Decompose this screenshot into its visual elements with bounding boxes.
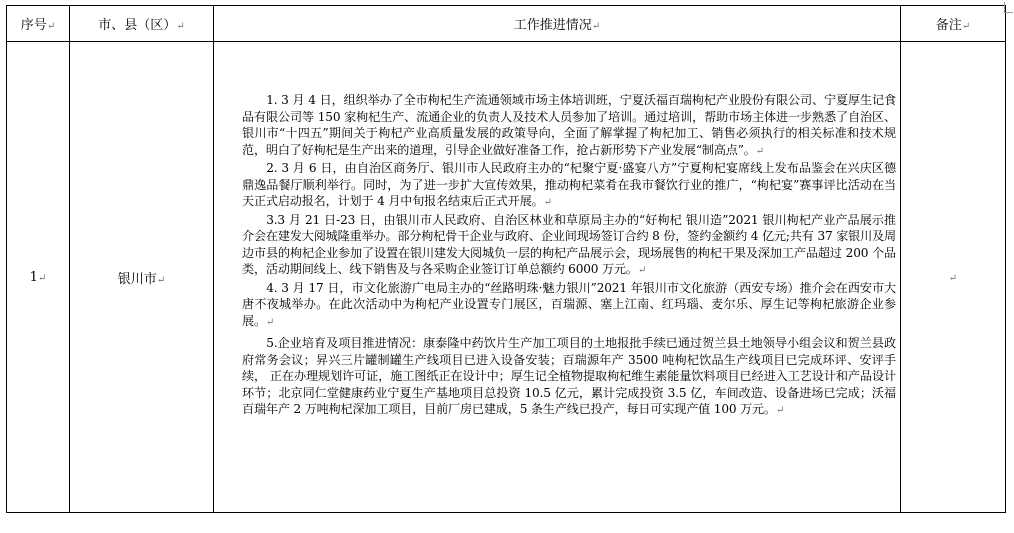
progress-paragraph-4: 4. 3 月 17 日，市文化旅游广电局主办的“丝路明珠·魅力银川”2021 年银川市文化旅游（西安专场）推介会在西安市大唐不夜城举办。在此次活动中为枸杞产业设置专门展区，百瑞源、塞上江南、红玛瑙、麦尔乐、厚生记等枸杞旅游企业参展。↵ bbox=[242, 280, 896, 328]
progress-paragraph-2: 2. 3 月 6 日，由自治区商务厅、银川市人民政府主办的“杞聚宁夏·盛宴八方”宁夏枸杞宴席线上发布品鉴会在兴庆区德鼎逸品餐厅顺利举行。同时，为了进一步扩大宣传效果，推动枸杞菜肴在我市餐饮行业的推广，“枸杞宴”赛事评比活动在当天正式启动报名，计划于 4 月中旬报名结束后正式开展。↵ bbox=[242, 161, 896, 208]
row-index-cell: 1↵ bbox=[7, 42, 70, 513]
header-progress: 工作推进情况↵ bbox=[214, 6, 901, 42]
header-remarks: 备注↵ bbox=[901, 6, 1006, 42]
page-corner-mark bbox=[1004, 2, 1013, 13]
progress-paragraph-1: 1. 3 月 4 日，组织举办了全市枸杞生产流通领域市场主体培训班，宁夏沃福百瑞枸杞产业股份有限公司、宁夏厚生记食品有限公司等 150 家枸杞生产、流通企业的负责人及技术人员参加了培训。通过培训，帮助市场主体进一步熟悉了自治区、银川市“十四五”期间关于枸杞产业高质量发展的政策导向，全面了解掌握了枸杞加工、销售必须执行的相关标准和技术规范，明白了好枸杞是生产出来的道理，引导企业做好准备工作，抢占新形势下产业发展“制高点”。↵ bbox=[242, 93, 896, 157]
header-row bbox=[7, 6, 1006, 42]
header-index: 序号↵ bbox=[7, 6, 70, 42]
row-region-cell: 银川市↵ bbox=[70, 42, 214, 513]
progress-paragraph-3: 3.3 月 21 日-23 日，由银川市人民政府、自治区林业和草原局主办的“好枸杞 银川造”2021 银川枸杞产业产品展示推介会在建发大阅城隆重举办。部分枸杞骨干企业与政府、企业间现场签订合约 8 份，签约金额约 4 亿元;共有 37 家银川及周边市县的枸杞企业参加了设置在银川建发大阅城负一层的枸杞产品展示会，现场展售的枸杞干果及深加工产品超过 200 个品类，活动期间线上、线下销售及与各采购企业签订订单总额约 6000 万元。↵ bbox=[242, 212, 896, 276]
row-progress-cell bbox=[214, 42, 901, 513]
work-progress-table bbox=[6, 5, 1006, 513]
progress-paragraph-5: 5.企业培育及项目推进情况：康泰隆中药饮片生产加工项目的土地报批手续已通过贺兰县土地领导小组会议和贺兰县政府常务会议；昇兴三片罐制罐生产线项目已进入设备安装；百瑞源年产 3500 吨枸杞饮品生产线项目已完成环评、安评手续， 正在办理规划许可证，施工图纸正在设计中；厚生记全植物提取枸杞维生素能量饮料项目已经进入工艺设计和产品设计环节；北京同仁堂健康药业宁夏生产基地项目总投资 10.5 亿元，累计完成投资 3.5 亿，车间改造、设备进场已完成；沃福百瑞年产 2 万吨枸杞深加工项目，目前厂房已建成，5 条生产线已投产，每日可实现产值 100 万元。↵ bbox=[242, 336, 896, 416]
header-region: 市、县（区）↵ bbox=[70, 6, 214, 42]
row-remarks-cell: ↵ bbox=[901, 42, 1006, 513]
table-row bbox=[7, 42, 1006, 513]
